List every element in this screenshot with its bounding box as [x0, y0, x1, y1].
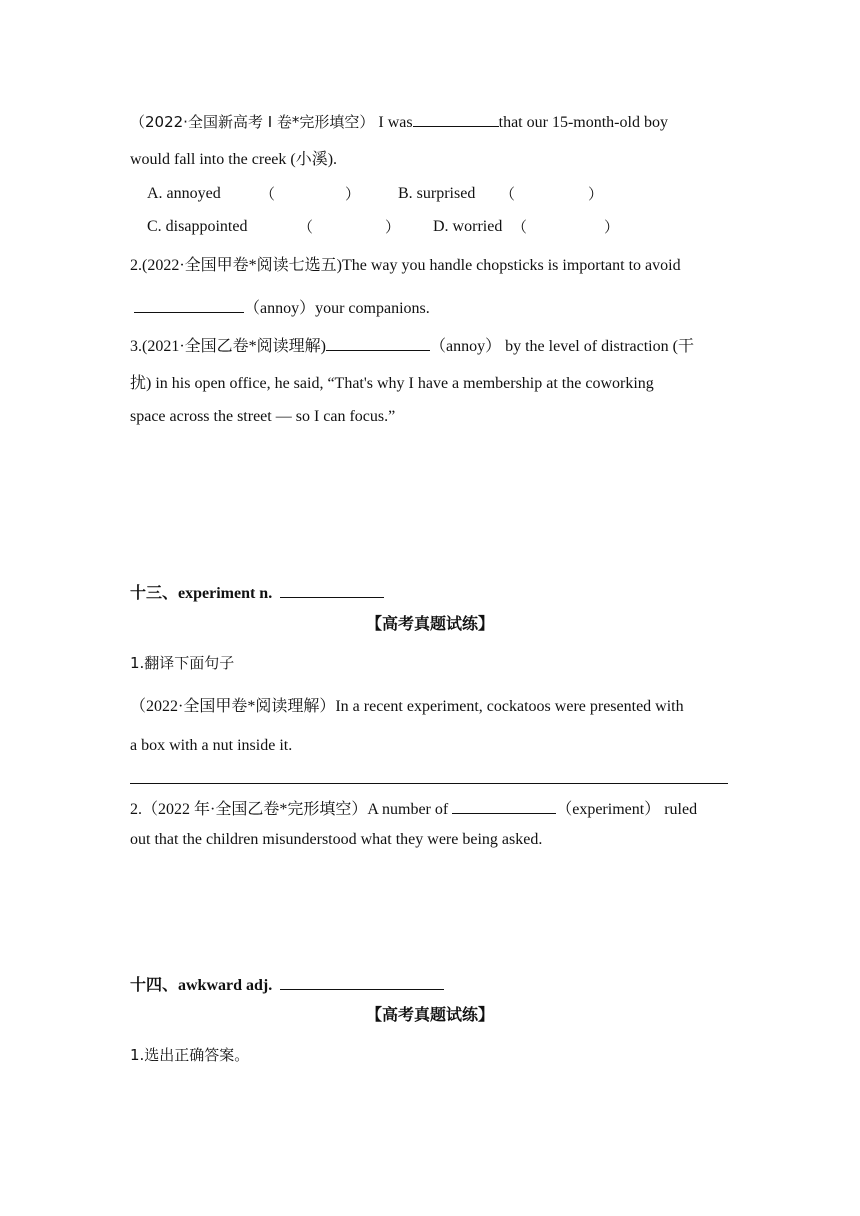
answer-blank[interactable]	[452, 797, 556, 814]
question-line	[130, 110, 730, 133]
option-b: B. surprised	[398, 185, 476, 202]
paren-open: （	[298, 218, 314, 236]
question-text: space across the street — so I can focus.”	[130, 408, 396, 425]
question-text: 3.(2021·全国乙卷*阅读理解)	[130, 338, 326, 355]
question-text: that our 15-month-old boy	[498, 114, 668, 131]
answer-blank[interactable]	[280, 973, 444, 990]
question-text: 扰) in his open office, he said, “That's why I have a membership at the coworking	[130, 375, 654, 392]
paren-close: ）	[604, 218, 620, 236]
question-text: would fall into the creek (小溪).	[130, 151, 338, 168]
question-line	[134, 296, 430, 319]
option-a: A. annoyed	[147, 185, 221, 202]
paren-close: ）	[345, 185, 361, 203]
question-text: （annoy）your companions.	[244, 300, 430, 317]
paren-close: ）	[588, 185, 604, 203]
answer-blank[interactable]	[413, 110, 499, 127]
paren-open: （	[260, 185, 276, 203]
section-title: 十三、experiment n.	[130, 585, 273, 602]
question-text: 2.(2022·全国甲卷*阅读七选五)The way you handle chopsticks is important to avoid	[130, 257, 681, 274]
paren-open: （	[500, 185, 516, 203]
section-title: 十四、awkward adj.	[130, 977, 273, 994]
option-c: C. disappointed	[147, 218, 248, 235]
question-text: 2.（2022 年·全国乙卷*完形填空）A number of	[130, 801, 449, 818]
answer-line[interactable]	[130, 783, 728, 784]
task-instruction: 1.选出正确答案。	[130, 1046, 250, 1064]
question-text: out that the children misunderstood what they were being asked.	[130, 831, 543, 848]
paren-open: （	[512, 218, 528, 236]
question-text: a box with a nut inside it.	[130, 737, 293, 754]
question-source: （2022·全国新高考 I 卷*完形填空）	[130, 113, 375, 131]
question-text: I was	[378, 114, 413, 131]
option-d: D. worried	[433, 218, 503, 235]
question-text: （2022·全国甲卷*阅读理解）In a recent experiment, cockatoos were presented with	[130, 698, 684, 715]
question-line	[130, 797, 697, 820]
section-subheading: 【高考真题试练】	[365, 1007, 494, 1024]
question-text: （experiment） ruled	[556, 801, 698, 818]
answer-blank[interactable]	[326, 334, 430, 351]
question-line	[130, 334, 694, 357]
section-heading	[130, 973, 444, 996]
paren-close: ）	[385, 218, 401, 236]
question-text: （annoy） by the level of distraction (干	[430, 338, 694, 355]
answer-blank[interactable]	[280, 581, 384, 598]
section-subheading: 【高考真题试练】	[365, 616, 494, 633]
answer-blank[interactable]	[134, 296, 244, 313]
section-heading	[130, 581, 384, 604]
task-instruction: 1.翻译下面句子	[130, 654, 235, 672]
